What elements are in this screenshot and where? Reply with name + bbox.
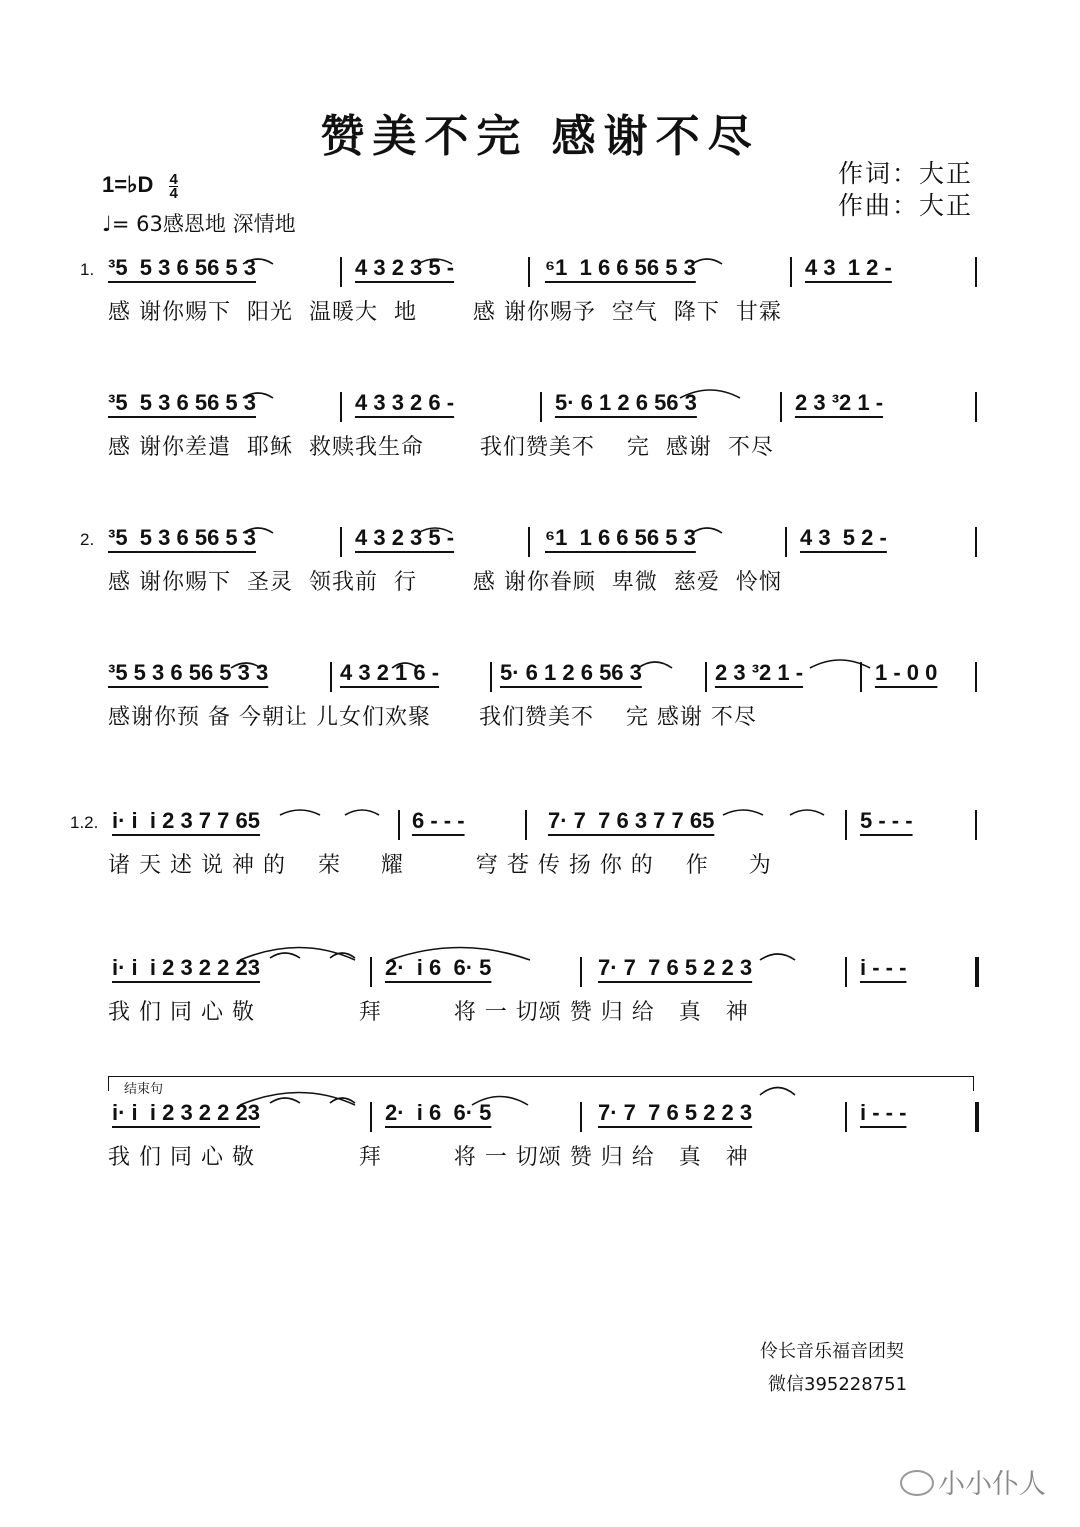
measure: i· i i 2 3 7 7 65: [112, 808, 260, 833]
wechat-icon: [900, 1470, 934, 1496]
ending-label: 结束句: [124, 1082, 164, 1097]
lyric-line: 感谢你预 备 今朝让 儿女们欢聚 我们赞美不 完 感谢 不尽: [108, 705, 757, 730]
watermark-text: 小小仆人: [938, 1469, 1046, 1500]
composer-credit: 作曲：大正: [838, 191, 974, 220]
measure: 2 3 ³2 1 -: [715, 660, 804, 685]
measure: i· i i 2 3 2 2 23: [112, 1100, 260, 1125]
footer-line2: 微信395228751: [768, 1374, 908, 1395]
song-title: 赞美不完 感谢不尽: [320, 111, 760, 162]
measure: ⁶1 1 6 6 56 5 3: [545, 255, 696, 280]
lyric-line: 感 谢你差遣 耶稣 救赎我生命 我们赞美不 完 感谢 不尽: [108, 435, 774, 460]
measure: i - - -: [860, 955, 907, 980]
measure: 4 3 1 2 -: [805, 255, 892, 280]
measure: 4 3 2 3 5 -: [355, 525, 455, 550]
measure: 2 3 ³2 1 -: [795, 390, 884, 415]
measure: ³5 5 3 6 56 5 3: [108, 255, 256, 280]
measure: ⁶1 1 6 6 56 5 3: [545, 525, 696, 550]
measure: 2· i 6 6· 5: [385, 1100, 492, 1125]
measure: 7· 7 7 6 5 2 2 3: [598, 955, 753, 980]
measure: 4 3 2 1 6 -: [340, 660, 440, 685]
measure: 7· 7 7 6 3 7 7 65: [548, 808, 715, 833]
measure: ³5 5 3 6 56 5 3: [108, 390, 256, 415]
measure: 2· i 6 6· 5: [385, 955, 492, 980]
measure: 6 - - -: [412, 808, 465, 833]
measure: 5· 6 1 2 6 56 3: [555, 390, 697, 415]
verse-label: 2.: [80, 530, 95, 549]
measure: ³5 5 3 6 56 5 3 3: [108, 660, 269, 685]
verse-label: 1.2.: [70, 813, 99, 832]
verse-label: 1.: [80, 260, 95, 279]
measure: ³5 5 3 6 56 5 3: [108, 525, 256, 550]
measure: 5 - - -: [860, 808, 913, 833]
lyricist-credit: 作词：大正: [838, 159, 974, 188]
lyric-line: 感 谢你赐下 圣灵 领我前 行 感 谢你眷顾 卑微 慈爱 怜悯: [108, 570, 782, 595]
measure: 7· 7 7 6 5 2 2 3: [598, 1100, 753, 1125]
footer-line1: 伶长音乐福音团契: [760, 1341, 904, 1362]
measure: 4 3 2 3 5 -: [355, 255, 455, 280]
measure: 4 3 5 2 -: [800, 525, 887, 550]
key-label: 1=♭D: [102, 172, 154, 197]
time-signature-bottom: 4: [169, 184, 178, 202]
measure: 5· 6 1 2 6 56 3: [500, 660, 642, 685]
lyric-line: 诸 天 述 说 神 的 荣 耀 穹 苍 传 扬 你 的 作 为: [108, 853, 772, 878]
lyric-line: 感 谢你赐下 阳光 温暖大 地 感 谢你赐予 空气 降下 甘霖: [108, 300, 782, 325]
measure: 1 - 0 0: [875, 660, 938, 685]
lyric-line: 我 们 同 心 敬 拜 将 一 切颂 赞 归 给 真 神: [108, 1000, 749, 1025]
tempo-marking: ♩= 63感恩地 深情地: [102, 212, 296, 236]
measure: i· i i 2 3 2 2 23: [112, 955, 260, 980]
measure: 4 3 3 2 6 -: [355, 390, 455, 415]
lyric-line: 我 们 同 心 敬 拜 将 一 切颂 赞 归 给 真 神: [108, 1145, 749, 1170]
measure: i - - -: [860, 1100, 907, 1125]
time-signature-top: 4: [169, 170, 178, 188]
